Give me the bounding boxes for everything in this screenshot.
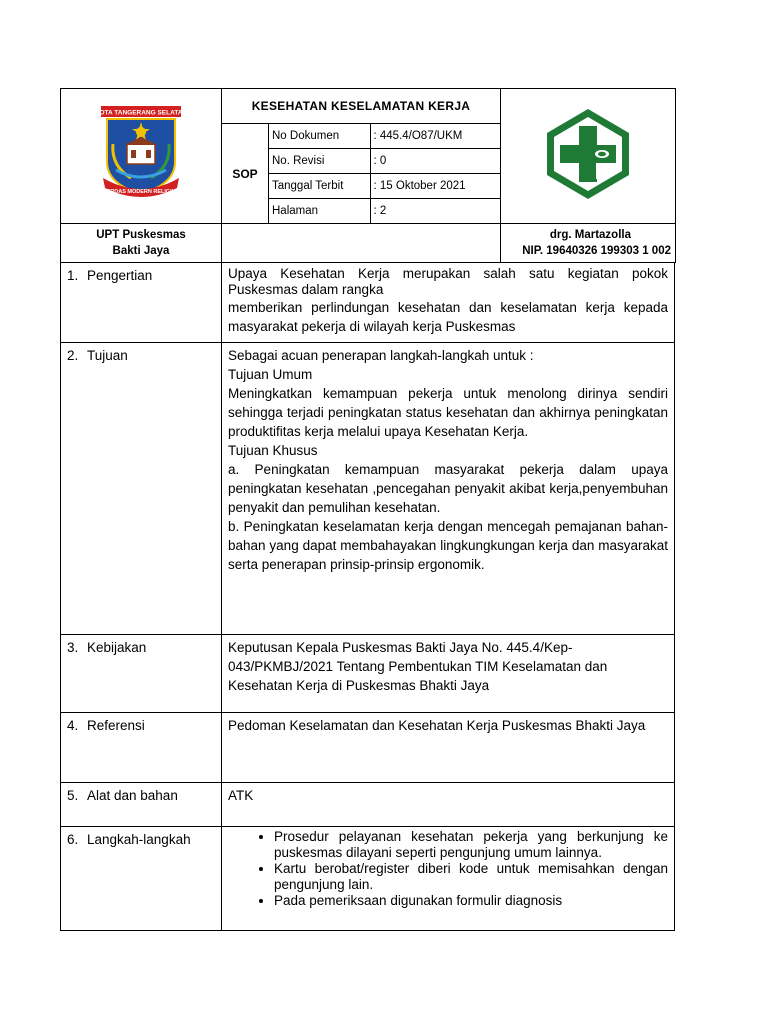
section-content [222, 263, 675, 343]
section-content [222, 827, 675, 931]
section-label [61, 635, 222, 713]
logo-top-text: KOTA TANGERANG SELATAN [94, 109, 188, 116]
section-content [222, 635, 675, 713]
unit-name [61, 224, 222, 263]
section-label [61, 783, 222, 827]
section-langkah [61, 827, 675, 931]
tujuan-umum-title: Tujuan Umum [228, 367, 313, 382]
unit-line-2: Bakti Jaya [112, 245, 170, 257]
tangerang-selatan-logo [91, 104, 191, 204]
section-number: 4. [67, 718, 79, 733]
list-item: • Prosedur pelayanan kesehatan pekerja yang berkunjung ke puskesmas dilayani seperti pengunjung umum lainnya. [274, 829, 668, 861]
pengertian-line-2: memberikan perlindungan kesehatan dan keselamatan kerja kepada masyarakat pekerja di wilayah kerja Puskesmas [228, 300, 668, 334]
kebijakan-text: Keputusan Kepala Puskesmas Bakti Jaya No. 445.4/Kep-043/PKMBJ/2021 Tentang Pembentukan TIM Keselamatan dan Kesehatan Kerja di Puskesmas Bhakti Jaya [228, 640, 608, 693]
section-kebijakan [61, 635, 675, 713]
section-label [61, 713, 222, 783]
tujuan-khusus-b: b. Peningkatan keselamatan kerja dengan mencegah pemajanan bahan-bahan yang dapat membahayakan lingkungkungan kerja dan masyarakat serta penerapan prinsip-prinsip ergonomik. [228, 519, 668, 572]
meta-row [269, 124, 500, 149]
meta-row [269, 174, 500, 199]
referensi-text: Pedoman Keselamatan dan Kesehatan Kerja Puskesmas Bhakti Jaya [228, 718, 646, 733]
section-number: 2. [67, 348, 79, 363]
signer-nip: NIP. 19640326 199303 1 002 [522, 245, 671, 257]
steps-list [228, 829, 668, 909]
meta-label: Halaman [269, 199, 370, 224]
logo-motto-text: CERDAS MODERN RELIGIUS [102, 188, 180, 195]
section-alat [61, 783, 675, 827]
meta-value: : 445.4/O87/UKM [370, 124, 500, 149]
meta-label: No. Revisi [269, 149, 370, 174]
section-number: 5. [67, 788, 79, 803]
tujuan-khusus-title: Tujuan Khusus [228, 443, 318, 458]
meta-value: : 2 [373, 205, 387, 217]
alat-text: ATK [228, 788, 254, 803]
document-meta-cell [269, 124, 501, 224]
section-label [61, 263, 222, 343]
section-title: Kebijakan [87, 640, 147, 655]
unit-line-1: UPT Puskesmas [96, 229, 186, 241]
section-content [222, 343, 675, 635]
meta-value: : 15 Oktober 2021 [370, 174, 500, 199]
meta-label: No Dokumen [269, 124, 370, 149]
puskesmas-logo-icon [540, 106, 636, 202]
document-title: KESEHATAN KESELAMATAN KERJA [222, 89, 501, 124]
section-number: 1. [67, 268, 79, 283]
section-label [61, 343, 222, 635]
tujuan-intro: Sebagai acuan penerapan langkah-langkah untuk : [228, 348, 534, 363]
signer-name: drg. Martazolla [549, 229, 631, 241]
section-content [222, 783, 675, 827]
meta-row [269, 199, 500, 224]
section-pengertian [61, 263, 675, 343]
sop-body [60, 262, 675, 931]
puskesmas-logo-cell [501, 89, 676, 224]
city-logo-cell [61, 89, 222, 224]
section-content [222, 713, 675, 783]
section-title: Langkah-langkah [87, 832, 191, 847]
section-label [61, 827, 222, 931]
sop-label: SOP [222, 124, 269, 224]
document-meta-table [269, 124, 500, 223]
sop-header [60, 88, 676, 263]
pengertian-line-1: Upaya Kesehatan Kerja merupakan salah satu kegiatan pokok Puskesmas dalam rangka [228, 266, 668, 297]
section-number: 3. [67, 640, 79, 655]
section-title: Referensi [87, 718, 145, 733]
sop-document [60, 88, 675, 931]
list-item: • Kartu berobat/register diberi kode untuk memisahkan dengan pengunjung lain. [274, 861, 668, 893]
tujuan-khusus-a: a. Peningkatan kemampuan masyarakat pekerja dalam upaya peningkatan kesehatan ,pencegahan penyakit akibat kerja,penyembuhan penyakit dan pemulihan kesehatan. [228, 462, 668, 515]
signer-block [501, 224, 676, 263]
meta-label: Tanggal Terbit [269, 174, 370, 199]
blank-cell [222, 224, 501, 263]
section-title: Alat dan bahan [87, 788, 178, 803]
list-item: • Pada pemeriksaan digunakan formulir diagnosis [274, 893, 668, 909]
meta-row [269, 149, 500, 174]
section-number: 6. [67, 832, 79, 847]
section-title: Tujuan [87, 348, 128, 363]
section-title: Pengertian [87, 268, 153, 283]
tujuan-umum-text: Meningkatkan kemampuan pekerja untuk menolong dirinya sendiri sehingga terjadi peningkatan status kesehatan dan akhirnya peningkatan produktifitas kerja melalui upaya Kesehatan Kerja. [228, 386, 668, 439]
section-tujuan [61, 343, 675, 635]
section-referensi [61, 713, 675, 783]
meta-value: : 0 [370, 149, 500, 174]
